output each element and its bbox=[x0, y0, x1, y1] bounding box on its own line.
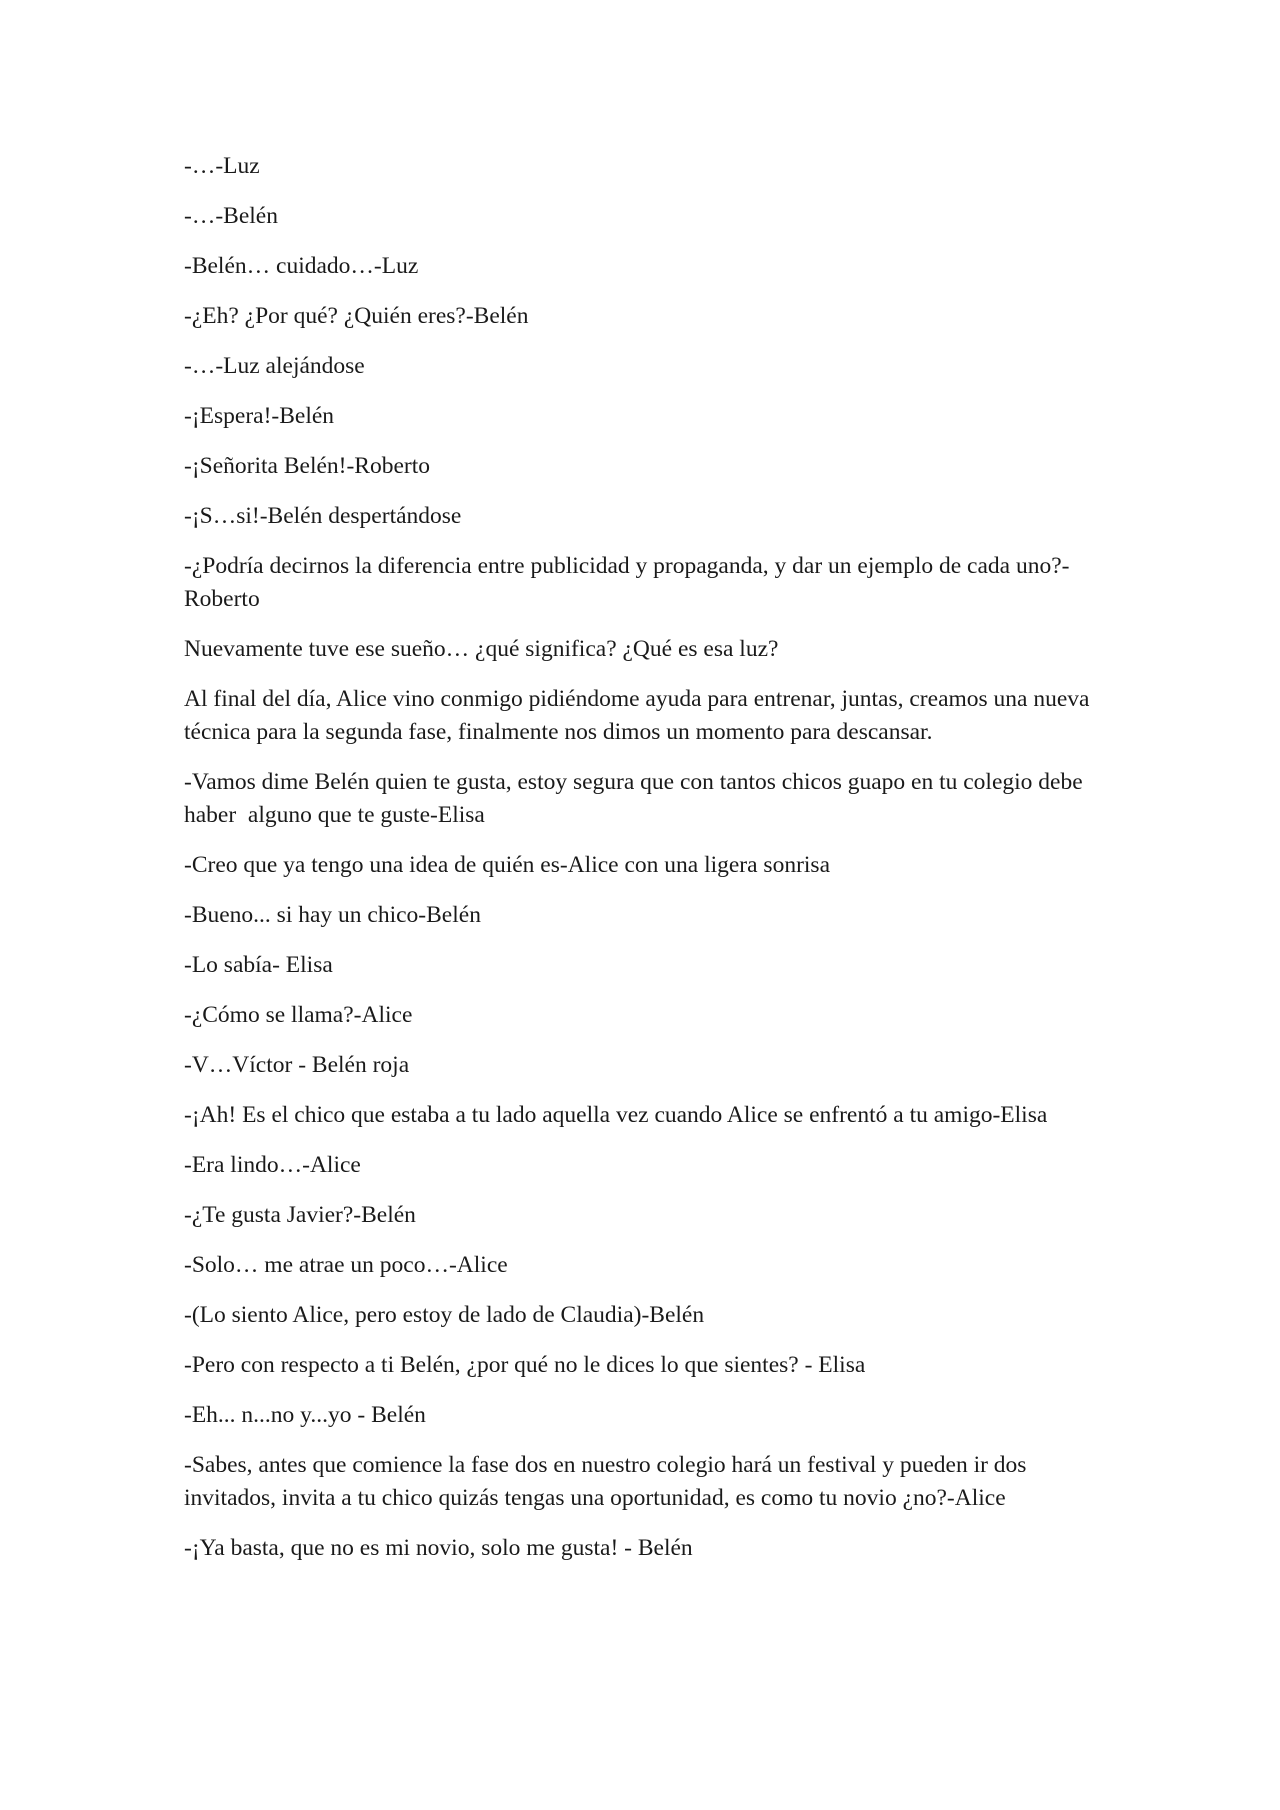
paragraph: -¿Eh? ¿Por qué? ¿Quién eres?-Belén bbox=[184, 303, 529, 329]
paragraph: -¡S…si!-Belén despertándose bbox=[184, 503, 462, 529]
document-body bbox=[184, 150, 1104, 1582]
paragraph: -¿Te gusta Javier?-Belén bbox=[184, 1202, 416, 1228]
paragraph: -¡Espera!-Belén bbox=[184, 403, 335, 429]
paragraph: -¡Señorita Belén!-Roberto bbox=[184, 453, 431, 479]
paragraph: -…-Luz bbox=[184, 153, 260, 179]
paragraph: -Solo… me atrae un poco…-Alice bbox=[184, 1252, 508, 1278]
paragraph: -Sabes, antes que comience la fase dos en nuestro colegio hará un festival y pueden ir dos invitados, invita a tu chico quizás tengas una oportunidad, es como tu novio ¿no?-Alice bbox=[184, 1452, 1033, 1511]
paragraph: -Creo que ya tengo una idea de quién es-Alice con una ligera sonrisa bbox=[184, 852, 831, 878]
paragraph: -Pero con respecto a ti Belén, ¿por qué no le dices lo que sientes? - Elisa bbox=[184, 1352, 866, 1378]
paragraph: -(Lo siento Alice, pero estoy de lado de Claudia)-Belén bbox=[184, 1302, 705, 1328]
paragraph: -Era lindo…-Alice bbox=[184, 1152, 361, 1178]
paragraph: -Vamos dime Belén quien te gusta, estoy segura que con tantos chicos guapo en tu colegio debe haber alguno que te guste-Elisa bbox=[184, 769, 1089, 828]
paragraph: -Eh... n...no y...yo - Belén bbox=[184, 1402, 426, 1428]
paragraph: -V…Víctor - Belén roja bbox=[184, 1052, 410, 1078]
paragraph: -¿Podría decirnos la diferencia entre publicidad y propaganda, y dar un ejemplo de cada uno?-Roberto bbox=[184, 553, 1070, 612]
paragraph: -¿Cómo se llama?-Alice bbox=[184, 1002, 413, 1028]
paragraph: -¡Ya basta, que no es mi novio, solo me gusta! - Belén bbox=[184, 1535, 693, 1561]
paragraph: -…-Belén bbox=[184, 203, 278, 229]
paragraph: -Lo sabía- Elisa bbox=[184, 952, 333, 978]
paragraph: -…-Luz alejándose bbox=[184, 353, 365, 379]
paragraph: -¡Ah! Es el chico que estaba a tu lado aquella vez cuando Alice se enfrentó a tu amigo-Elisa bbox=[184, 1102, 1048, 1128]
paragraph: Al final del día, Alice vino conmigo pidiéndome ayuda para entrenar, juntas, creamos una nueva técnica para la segunda fase, finalmente nos dimos un momento para descansar. bbox=[184, 686, 1096, 745]
paragraph: Nuevamente tuve ese sueño… ¿qué significa? ¿Qué es esa luz? bbox=[184, 636, 779, 662]
paragraph: -Bueno... si hay un chico-Belén bbox=[184, 902, 481, 928]
paragraph: -Belén… cuidado…-Luz bbox=[184, 253, 419, 279]
